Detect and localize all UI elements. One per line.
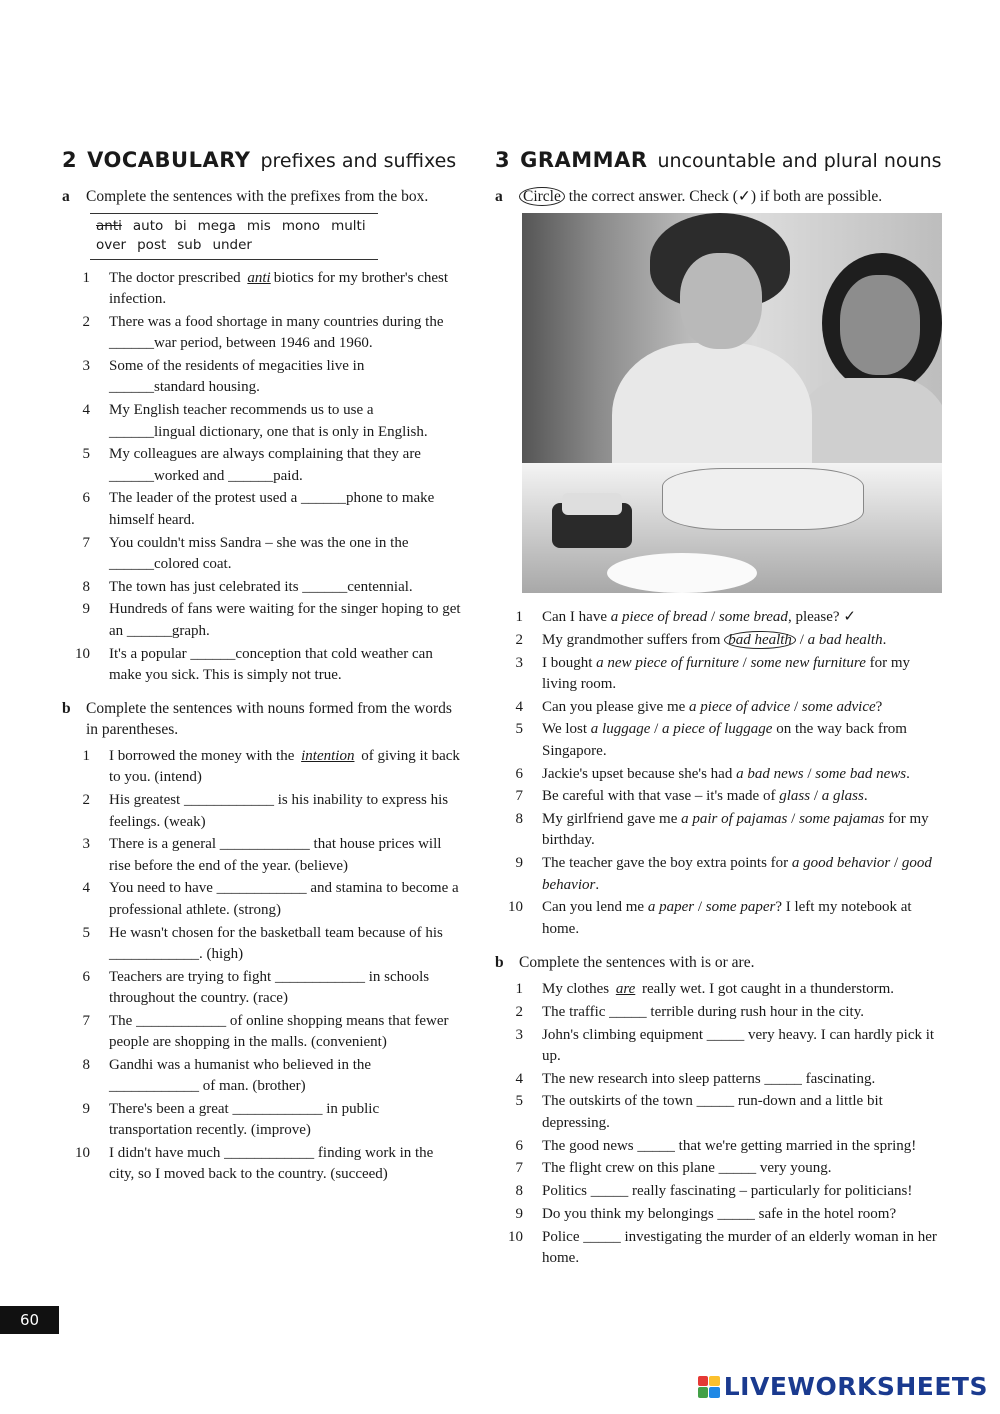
part-letter: a	[62, 188, 70, 205]
item-text: There's been a great ____________ in public transportation recently. (improve)	[109, 1100, 380, 1139]
item-text	[542, 764, 945, 785]
list-item	[62, 746, 462, 789]
item-text: You need to have ____________ and stamina to become a professional athlete. (strong)	[109, 880, 459, 918]
item-text-before: Can you please give me	[542, 698, 690, 715]
option-two[interactable]: some bread	[718, 609, 788, 625]
prefix-word: anti	[96, 218, 122, 234]
item-text-before: Jackie's upset because she's had	[542, 765, 737, 782]
item-number: 7	[515, 1160, 523, 1177]
item-number: 8	[82, 1056, 90, 1073]
prefix-word-box	[90, 213, 378, 260]
option-separator: /	[803, 765, 816, 782]
liveworksheets-logo-icon	[698, 1376, 720, 1398]
item-number: 3	[82, 836, 90, 853]
item-text-after: on the way back from Singapore.	[542, 721, 907, 759]
item-text-before: My grandmother suffers from	[542, 631, 725, 648]
section-number: 2	[62, 148, 78, 172]
item-text: You couldn't miss Sandra – she was the one in the ______colored coat.	[109, 534, 409, 572]
item-number: 9	[515, 855, 523, 872]
item-number: 3	[515, 654, 523, 671]
item-text-before: We lost	[542, 721, 591, 738]
part-b-instruction	[495, 952, 945, 973]
item-number: 7	[515, 788, 523, 805]
item-text-after: .	[906, 765, 910, 782]
option-two[interactable]: a glass	[821, 788, 864, 805]
item-text-after: really wet. I got caught in a thunderstorm.	[638, 980, 895, 997]
item-text-before: Be careful with that vase – it's made of	[542, 788, 780, 805]
item-text	[542, 897, 945, 940]
option-one[interactable]: glass	[779, 788, 811, 805]
item-text: My English teacher recommends us to use a ______lingual dictionary, one that is only in English.	[109, 402, 428, 440]
item-text-before: I borrowed the money with the	[109, 748, 299, 765]
list-item	[495, 1136, 945, 1157]
prefix-word: post	[137, 237, 167, 253]
item-text-before: The doctor prescribed	[109, 270, 245, 286]
item-number: 10	[75, 1144, 90, 1161]
list-item	[62, 533, 462, 576]
part-b-instruction	[62, 698, 462, 740]
grammar-b-list	[495, 979, 945, 1269]
answer-example: are	[615, 980, 636, 997]
item-number: 2	[515, 1003, 523, 1020]
prefix-word: sub	[177, 237, 202, 253]
item-text: I didn't have much ____________ finding work in the city, so I moved back to the country. (succeed)	[109, 1144, 434, 1183]
option-two[interactable]: a piece of luggage	[662, 721, 773, 738]
answer-example: anti	[247, 270, 271, 286]
prefix-word: mega	[197, 218, 236, 234]
list-item	[495, 853, 945, 896]
option-one[interactable]: a pair of pajamas	[681, 811, 788, 828]
list-item	[495, 1002, 945, 1023]
option-one[interactable]: bad health	[724, 631, 796, 649]
list-item	[495, 809, 945, 852]
item-text	[542, 719, 945, 762]
item-text: Politics _____ really fascinating – particularly for politicians!	[542, 1183, 913, 1200]
option-one[interactable]: a luggage	[590, 721, 651, 738]
section-subtitle: prefixes and suffixes	[260, 150, 457, 172]
option-two[interactable]: some advice	[801, 698, 876, 715]
list-item	[62, 356, 462, 399]
item-text-before: Can I have	[542, 609, 611, 625]
item-text: John's climbing equipment _____ very heavy. I can hardly pick it up.	[542, 1026, 935, 1064]
item-number: 7	[82, 1012, 90, 1029]
option-two[interactable]: some paper	[705, 899, 776, 916]
item-text: Do you think my belongings _____ safe in the hotel room?	[542, 1205, 897, 1222]
option-separator: /	[787, 811, 800, 828]
section-heading: VOCABULARY	[87, 148, 251, 172]
item-text: The new research into sleep patterns _____ fascinating.	[542, 1070, 876, 1087]
section-number: 3	[495, 148, 511, 172]
item-text: The leader of the protest used a ______phone to make himself heard.	[109, 490, 435, 528]
option-two[interactable]: some pajamas	[799, 811, 885, 828]
item-number: 3	[82, 358, 90, 375]
item-text: Teachers are trying to fight ____________ in schools throughout the country. (race)	[109, 968, 430, 1006]
item-number: 5	[82, 924, 90, 941]
list-item	[495, 897, 945, 940]
section-title	[62, 148, 462, 172]
item-text: The good news _____ that we're getting married in the spring!	[542, 1137, 917, 1154]
item-number: 1	[515, 980, 523, 997]
prefix-word: mono	[281, 218, 321, 234]
item-number: 8	[82, 578, 90, 595]
item-text: The traffic _____ terrible during rush hour in the city.	[542, 1003, 864, 1020]
item-text-before: My girlfriend gave me	[542, 811, 682, 828]
list-item	[495, 786, 945, 807]
list-item	[495, 630, 945, 651]
answer-example: intention	[301, 748, 355, 765]
item-text: There is a general ____________ that house prices will rise before the end of the year. (believe)	[109, 836, 442, 874]
list-item	[62, 577, 462, 598]
item-number: 2	[515, 631, 523, 648]
list-item	[495, 1181, 945, 1202]
list-item	[62, 268, 462, 311]
item-number: 5	[82, 446, 90, 463]
list-item	[62, 644, 462, 687]
instruction-text: Complete the sentences with nouns formed from the words in parentheses.	[86, 700, 452, 739]
photo-girl-and-woman	[522, 213, 942, 593]
item-text: Police _____ investigating the murder of an elderly woman in her home.	[542, 1228, 937, 1267]
item-number: 6	[515, 1137, 523, 1154]
item-text	[542, 786, 945, 807]
prefix-word: over	[96, 237, 127, 253]
item-number: 10	[508, 1228, 523, 1245]
option-one[interactable]: a piece of advice	[689, 698, 791, 715]
item-text-after: of giving it back to you. (intend)	[109, 748, 460, 786]
item-text-before: I bought	[542, 654, 597, 671]
part-a-instruction	[62, 186, 462, 207]
option-separator: /	[795, 631, 808, 648]
option-two[interactable]: some bad news	[815, 765, 907, 782]
item-number: 7	[82, 534, 90, 551]
item-text: He wasn't chosen for the basketball team because of his ____________. (high)	[109, 924, 443, 962]
instruction-text: Complete the sentences with is or are.	[519, 953, 755, 971]
liveworksheets-brand[interactable]	[698, 1372, 988, 1401]
item-text-after: .	[595, 876, 600, 893]
option-one[interactable]: a piece of bread	[610, 609, 708, 625]
section-title	[495, 148, 945, 172]
item-number: 9	[515, 1205, 523, 1222]
list-item	[62, 1143, 462, 1186]
item-number: 6	[82, 490, 90, 507]
list-item	[62, 400, 462, 443]
item-number: 1	[515, 609, 523, 625]
item-text: The ____________ of online shopping means that fewer people are shopping in the malls. (convenient)	[109, 1012, 449, 1050]
item-text	[542, 697, 945, 718]
section-subtitle: uncountable and plural nouns	[657, 150, 942, 172]
item-text-before: Can you lend me	[542, 899, 648, 916]
section-vocabulary	[62, 148, 462, 1198]
option-separator: /	[738, 654, 751, 671]
vocab-a-list	[62, 268, 462, 686]
item-number: 9	[82, 601, 90, 618]
item-text-before: My clothes	[542, 980, 613, 997]
prefix-word: mis	[246, 218, 271, 234]
item-number: 4	[515, 1070, 523, 1087]
option-separator: /	[790, 698, 802, 715]
prefix-word: bi	[174, 218, 187, 234]
list-item	[62, 923, 462, 966]
item-text-after: for my birthday.	[542, 811, 929, 849]
option-one[interactable]: a paper	[647, 899, 695, 916]
item-text: Some of the residents of megacities live in ______standard housing.	[109, 358, 365, 396]
list-item	[495, 697, 945, 718]
part-a-instruction	[495, 186, 945, 207]
option-separator: /	[694, 899, 706, 916]
item-text: It's a popular ______conception that cold weather can make you sick. This is simply not true.	[109, 645, 433, 683]
item-text: The town has just celebrated its ______centennial.	[109, 578, 413, 595]
option-separator: /	[650, 721, 663, 738]
list-item	[495, 1091, 945, 1134]
item-text-after: .	[863, 788, 868, 805]
list-item	[62, 834, 462, 877]
item-number: 2	[82, 792, 90, 809]
list-item	[495, 1204, 945, 1225]
item-text: There was a food shortage in many countries during the ______war period, between 1946 and 1960.	[109, 314, 444, 352]
item-text-after: for my living room.	[542, 654, 911, 692]
page-number: 60	[0, 1306, 59, 1334]
option-two[interactable]: a bad health	[807, 631, 883, 648]
option-one[interactable]: a bad news	[736, 765, 804, 782]
item-text-before: The teacher gave the boy extra points for	[542, 855, 792, 872]
item-text	[542, 979, 945, 1000]
list-item	[495, 979, 945, 1000]
item-number: 1	[82, 270, 90, 286]
item-text	[109, 268, 462, 311]
item-text: The flight crew on this plane _____ very young.	[542, 1160, 832, 1177]
vocab-b-list	[62, 746, 462, 1185]
part-letter: b	[495, 953, 504, 971]
item-number: 2	[82, 314, 90, 331]
item-number: 4	[82, 880, 90, 897]
list-item	[495, 719, 945, 762]
list-item	[62, 488, 462, 531]
item-text: Hundreds of fans were waiting for the singer hoping to get an ______graph.	[109, 601, 461, 639]
section-grammar	[495, 148, 945, 1281]
list-item	[495, 1227, 945, 1270]
list-item	[62, 967, 462, 1010]
instruction-text: the correct answer. Check (✓) if both are possible.	[564, 188, 883, 205]
list-item	[495, 653, 945, 696]
item-text-after: ?	[875, 698, 883, 715]
item-text	[542, 809, 945, 852]
item-number: 4	[82, 402, 90, 419]
item-text-after: .	[882, 631, 887, 648]
item-text: My colleagues are always complaining that they are ______worked and ______paid.	[109, 446, 421, 484]
item-number: 8	[515, 811, 523, 828]
part-letter: a	[495, 188, 503, 205]
list-item	[495, 1069, 945, 1090]
item-number: 4	[515, 698, 523, 715]
brand-name: LIVEWORKSHEETS	[723, 1372, 988, 1401]
prefix-word: multi	[331, 218, 366, 234]
item-text	[542, 853, 945, 896]
item-text	[542, 653, 945, 696]
list-item	[495, 764, 945, 785]
option-two[interactable]: some new furniture	[750, 654, 866, 671]
item-number: 9	[82, 1100, 90, 1117]
item-text	[109, 746, 462, 789]
item-text: The outskirts of the town _____ run-down and a little bit depressing.	[542, 1093, 883, 1131]
item-text	[542, 607, 945, 628]
item-text-after: ? I left my notebook at home.	[542, 899, 912, 937]
item-number: 5	[515, 721, 523, 738]
item-text: His greatest ____________ is his inability to express his feelings. (weak)	[109, 792, 449, 830]
list-item	[495, 1158, 945, 1179]
instruction-text: Complete the sentences with the prefixes from the box.	[86, 188, 429, 205]
item-number: 6	[515, 765, 523, 782]
section-heading: GRAMMAR	[520, 148, 648, 172]
item-number: 8	[515, 1183, 523, 1200]
list-item	[62, 1055, 462, 1098]
list-item	[495, 1025, 945, 1068]
list-item	[62, 444, 462, 487]
item-text: Gandhi was a humanist who believed in the ____________ of man. (brother)	[109, 1056, 372, 1095]
item-number: 1	[82, 748, 90, 765]
item-text-after: biotics for my brother's chest infection.	[109, 270, 449, 308]
list-item	[495, 607, 945, 628]
item-number: 10	[508, 899, 523, 916]
grammar-a-list	[495, 607, 945, 940]
list-item	[62, 599, 462, 642]
prefix-word: auto	[132, 218, 164, 234]
option-separator: /	[810, 788, 822, 805]
list-item	[62, 790, 462, 833]
list-item	[62, 878, 462, 921]
prefix-word: under	[212, 237, 252, 253]
option-separator: /	[890, 855, 902, 872]
list-item	[62, 312, 462, 355]
item-number: 5	[515, 1093, 523, 1110]
list-item	[62, 1099, 462, 1142]
list-item	[62, 1011, 462, 1054]
option-one[interactable]: a good behavior	[791, 855, 891, 872]
circle-word: Circle	[519, 187, 565, 206]
item-text	[542, 630, 945, 651]
option-one[interactable]: a new piece of furniture	[596, 654, 739, 671]
option-two[interactable]: good behavior	[542, 855, 932, 893]
item-number: 10	[75, 645, 90, 662]
option-separator: /	[707, 609, 719, 625]
part-letter: b	[62, 700, 71, 718]
item-text-after: , please? ✓	[787, 609, 856, 625]
item-number: 6	[82, 968, 90, 985]
item-number: 3	[515, 1026, 523, 1043]
